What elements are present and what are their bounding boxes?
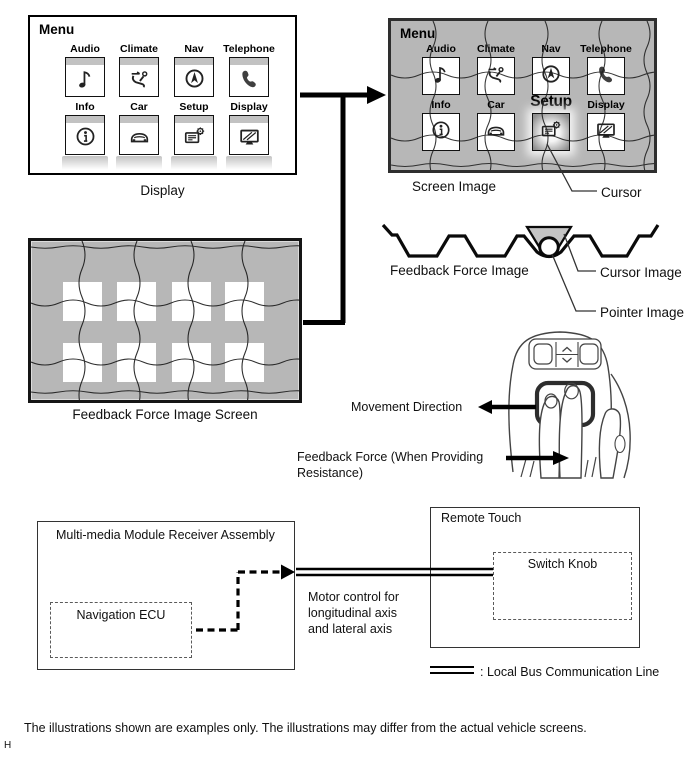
hand-crease-lines xyxy=(521,457,596,477)
device-left-button xyxy=(534,344,552,364)
fingertip xyxy=(545,394,557,408)
menu-item-label: Nav xyxy=(184,43,204,55)
compass-icon xyxy=(181,66,208,91)
feedback-force-label-line2: Resistance) xyxy=(297,466,363,480)
device-center-divider xyxy=(556,342,578,367)
info-icon xyxy=(72,124,99,149)
menu-item-setup xyxy=(167,101,221,159)
tile-header-strip xyxy=(230,116,268,123)
display-caption: Display xyxy=(140,183,185,198)
tile-header-strip xyxy=(66,116,104,123)
menu-item-car xyxy=(112,101,166,159)
menu-item-info xyxy=(58,101,112,159)
tile-header-strip xyxy=(230,58,268,65)
tile-reflection xyxy=(171,156,217,172)
feedback-force-label-line1: Feedback Force (When Providing xyxy=(297,450,484,464)
feedback-force-screen-panel xyxy=(28,238,302,403)
menu-item-label: Setup xyxy=(179,101,209,113)
menu-tile-car xyxy=(119,115,159,155)
pointer-image-label: Pointer Image xyxy=(600,305,685,320)
menu-tile-display xyxy=(229,115,269,155)
flow-arrowhead xyxy=(367,86,386,104)
motor-control-note xyxy=(308,589,399,637)
feedback-screen-caption: Feedback Force Image Screen xyxy=(72,407,258,422)
menu-item-label: Climate xyxy=(120,43,158,55)
movement-direction-label: Movement Direction xyxy=(351,400,463,414)
chevron-down-icon xyxy=(563,358,572,362)
tile-header-strip xyxy=(120,116,158,123)
thumb xyxy=(599,409,620,478)
cursor-image-label: Cursor Image xyxy=(600,265,682,280)
movement-direction-arrow xyxy=(478,400,536,414)
motor-note-line3: and lateral axis xyxy=(308,622,393,636)
remote-touch-title: Remote Touch xyxy=(441,511,522,525)
device-body xyxy=(509,332,611,472)
screen-image-panel xyxy=(388,18,657,173)
menu-item-nav xyxy=(167,43,221,101)
switch-knob-label: Switch Knob xyxy=(527,557,598,571)
thumbnail xyxy=(615,436,625,453)
music-note-icon xyxy=(72,66,99,91)
menu-item-climate xyxy=(112,43,166,101)
menu-tile-telephone xyxy=(229,57,269,97)
menu-item-label: Info xyxy=(431,99,451,111)
receiver-assembly-title: Multi-media Module Receiver Assembly xyxy=(56,528,275,542)
fingertip xyxy=(565,383,579,399)
menu-item-label: Display xyxy=(230,101,268,113)
menu-tile-nav xyxy=(174,57,214,97)
navigation-ecu-label: Navigation ECU xyxy=(76,608,166,622)
phone-handset-icon xyxy=(236,66,263,91)
tile-header-strip xyxy=(120,58,158,65)
index-finger xyxy=(539,396,560,478)
display-panel xyxy=(28,15,297,175)
remote-touch-device-illustration xyxy=(509,332,630,478)
menu-item-label: Display xyxy=(587,99,625,111)
screen-menu-header: Menu xyxy=(400,26,436,41)
menu-item-telephone xyxy=(222,43,276,101)
feedback-mesh-grid xyxy=(31,241,299,400)
menu-item-label: Telephone xyxy=(580,43,632,55)
device-right-button xyxy=(580,344,598,364)
menu-item-label: Audio xyxy=(70,43,100,55)
menu-item-label: Car xyxy=(487,99,505,111)
local-bus-line-sample xyxy=(430,666,474,674)
motor-note-line1: Motor control for xyxy=(308,590,400,604)
tile-header-strip xyxy=(66,58,104,65)
legend-text: : Local Bus Communication Line xyxy=(480,665,660,679)
feedback-mesh-grid xyxy=(391,21,654,170)
screen-image-caption: Screen Image xyxy=(412,179,497,194)
flow-arrow xyxy=(300,95,367,323)
middle-finger xyxy=(559,386,582,478)
car-icon xyxy=(126,124,153,149)
chevron-up-icon xyxy=(563,348,572,352)
switch-knob-illustration xyxy=(537,383,593,425)
tile-reflection xyxy=(62,156,108,172)
climate-seat-icon xyxy=(126,66,153,91)
menu-tile-info xyxy=(65,115,105,155)
menu-item-audio xyxy=(58,43,112,101)
menu-tile-setup xyxy=(174,115,214,155)
display-menu-header: Menu xyxy=(39,22,75,37)
menu-item-display xyxy=(222,101,276,159)
menu-item-label-setup: Setup xyxy=(530,93,572,110)
waveform-line xyxy=(383,225,658,257)
pointer-image-circle xyxy=(540,238,559,257)
device-button-cluster xyxy=(529,339,601,369)
menu-item-label: Car xyxy=(130,101,148,113)
footnote: The illustrations shown are examples only. The illustrations may differ from the actual vehicle screens. xyxy=(24,721,587,735)
feedback-force-arrow xyxy=(506,451,569,465)
hand-outline xyxy=(611,374,630,478)
cursor-image-funnel xyxy=(527,227,571,250)
feedback-force-label xyxy=(297,449,483,481)
cursor-image-connector xyxy=(564,234,596,271)
menu-item-label: Telephone xyxy=(223,43,275,55)
menu-tile-audio xyxy=(65,57,105,97)
menu-tile-climate xyxy=(119,57,159,97)
tile-reflection xyxy=(226,156,272,172)
monitor-icon xyxy=(236,124,263,149)
page-mark: H xyxy=(4,740,12,751)
menu-item-label: Nav xyxy=(541,43,561,55)
tile-header-strip xyxy=(175,58,213,65)
screen-gear-icon xyxy=(181,124,208,149)
tile-reflection xyxy=(116,156,162,172)
pointer-image-connector xyxy=(552,254,596,311)
cursor-label: Cursor xyxy=(601,185,642,200)
menu-item-label: Info xyxy=(75,101,95,113)
menu-item-label: Climate xyxy=(477,43,515,55)
tile-header-strip xyxy=(175,116,213,123)
menu-item-label: Audio xyxy=(426,43,456,55)
motor-note-line2: longitudinal axis xyxy=(308,606,397,620)
feedback-force-image-label: Feedback Force Image xyxy=(390,263,529,278)
